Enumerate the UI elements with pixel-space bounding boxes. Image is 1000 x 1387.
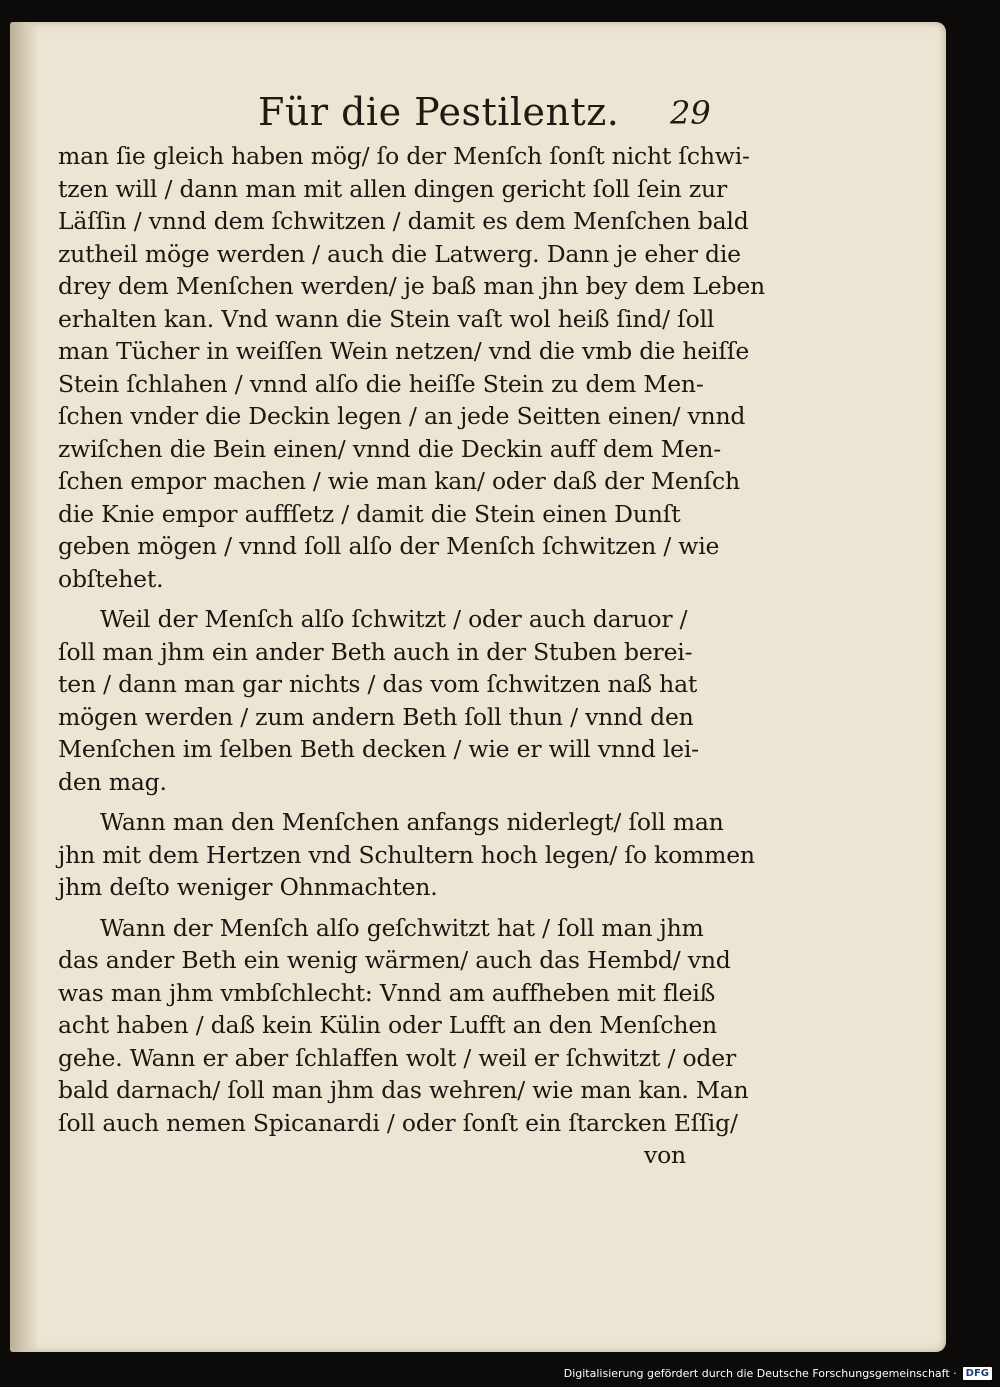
paragraph-first-line: Wann der Menſch alſo geſchwitzt hat / ſoll man jhm <box>100 913 704 942</box>
text-line: bald darnach/ ſoll man jhm das wehren/ wie man kan. Man <box>58 1076 749 1104</box>
credit-text: Digitalisierung gefördert durch die Deutsche Forschungsgemeinschaft · <box>563 1367 957 1380</box>
text-line: man ſie gleich haben mög/ ſo der Menſch ſonſt nicht ſchwi- <box>58 142 750 170</box>
text-line: ſchen vnder die Deckin legen / an jede Seitten einen/ vnnd <box>58 402 746 430</box>
paragraph-first-line: Weil der Menſch alſo ſchwitzt / oder auch daruor / <box>100 605 688 633</box>
body-text <box>58 140 765 1172</box>
text-line: acht haben / daß kein Külin oder Lufft an den Menſchen <box>58 1011 717 1039</box>
text-line: Läſſin / vnnd dem ſchwitzen / damit es dem Menſchen bald <box>58 207 749 235</box>
text-line: tzen will / dann man mit allen dingen gericht ſoll ſein zur <box>58 174 728 203</box>
page-gutter-shadow <box>10 22 38 1352</box>
text-line: jhm deſto weniger Ohnmachten. <box>58 873 438 901</box>
catchword: von <box>644 1141 686 1169</box>
running-head: Für die Pestilentz. <box>258 90 620 134</box>
text-line: ſoll man jhm ein ander Beth auch in der Stuben berei- <box>58 637 693 666</box>
text-line: zwiſchen die Bein einen/ vnnd die Deckin auff dem Men- <box>58 434 721 463</box>
text-line: ſchen empor machen / wie man kan/ oder daß der Menſch <box>58 467 740 495</box>
text-line: drey dem Menſchen werden/ je baß man jhn bey dem Leben <box>58 272 765 300</box>
text-line: erhalten kan. Vnd wann die Stein vaſt wol heiß ſind/ ſoll <box>58 304 715 333</box>
text-line: den mag. <box>58 767 167 796</box>
digitization-credit <box>564 1367 992 1380</box>
text-line: die Knie empor auffſetz / damit die Stein einen Dunſt <box>58 499 681 528</box>
text-line: man Tücher in weiſſen Wein netzen/ vnd die vmb die heiſſe <box>58 337 750 365</box>
text-line: jhn mit dem Hertzen vnd Schultern hoch legen/ ſo kommen <box>58 840 755 869</box>
text-line: zutheil möge werden / auch die Latwerg. Dann je eher die <box>58 239 741 268</box>
text-line: ten / dann man gar nichts / das vom ſchwitzen naß hat <box>58 670 698 698</box>
text-line: das ander Beth ein wenig wärmen/ auch das Hembd/ vnd <box>58 946 731 974</box>
paragraph-first-line: Wann man den Menſchen anfangs niderlegt/ ſoll man <box>100 808 724 836</box>
text-line: obſtehet. <box>58 564 164 593</box>
text-line: Menſchen im ſelben Beth decken / wie er will vnnd lei- <box>58 735 699 763</box>
text-line: was man jhm vmbſchlecht: Vnnd am auffheben mit fleiß <box>58 978 716 1007</box>
book-page <box>10 22 946 1352</box>
dfg-logo-icon: DFG <box>963 1367 992 1380</box>
text-line: Stein ſchlahen / vnnd alſo die heiſſe Stein zu dem Men- <box>58 369 704 398</box>
text-line: geben mögen / vnnd ſoll alſo der Menſch ſchwitzen / wie <box>58 532 720 560</box>
text-line: ſoll auch nemen Spicanardi / oder ſonſt ein ſtarcken Eſſig/ <box>58 1108 738 1137</box>
page-number: 29 <box>670 94 711 132</box>
text-line: gehe. Wann er aber ſchlaffen wolt / weil er ſchwitzt / oder <box>58 1043 736 1072</box>
text-line: mögen werden / zum andern Beth ſoll thun / vnnd den <box>58 702 694 731</box>
